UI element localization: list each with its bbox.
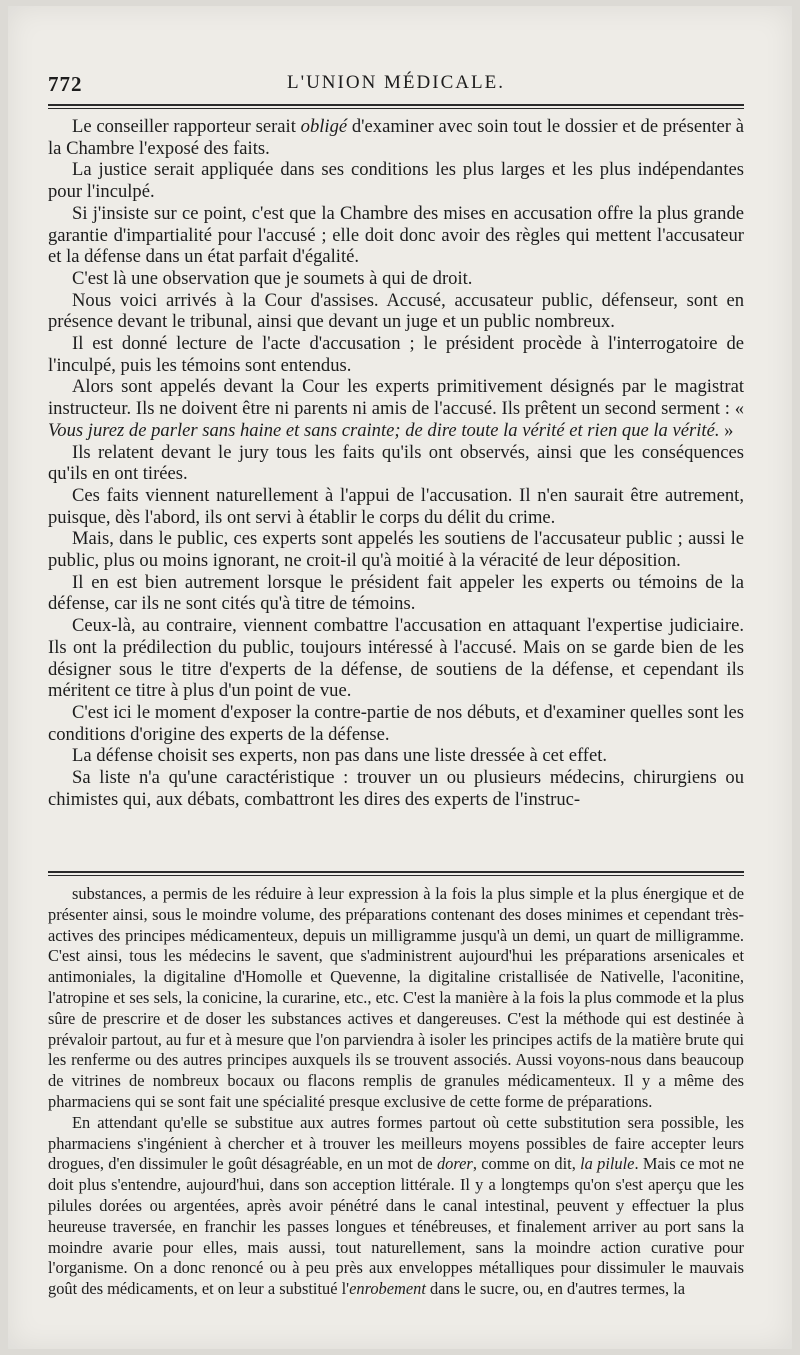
body-paragraph xyxy=(48,442,744,485)
text-run: La justice serait appliquée dans ses conditions les plus larges et les plus indépendantes pour l'inculpé. xyxy=(48,159,744,203)
running-title: L'UNION MÉDICALE. xyxy=(287,72,505,93)
header-rule xyxy=(48,104,744,106)
text-run: Si j'insiste sur ce point, c'est que la Chambre des mises en accusation offre la plus grande garantie d'impartialité pour l'accusé ; elle doit donc avoir des règles qui mettent l'accusateur et la défense dans un état parfait d'égalité. xyxy=(48,202,744,268)
body-paragraph xyxy=(48,485,744,528)
text-run: C'est ici le moment d'exposer la contre-partie de nos débuts, et d'examiner quelles sont les conditions d'origine des experts de la défense. xyxy=(48,701,744,745)
feuilleton-paragraph xyxy=(48,884,744,1113)
text-run: Nous voici arrivés à la Cour d'assises. Accusé, accusateur public, défenseur, sont en présence devant le tribunal, ainsi que devant un juge et un public nombreux. xyxy=(48,289,744,333)
text-run: Il en est bien autrement lorsque le président fait appeler les experts ou témoins de la défense, car ils ne sont cités qu'à titre de témoins. xyxy=(48,571,744,615)
header-rule-thin xyxy=(48,108,744,109)
text-run: . Mais ce mot ne doit plus s'entendre, aujourd'hui, dans son acception littérale. Il y a longtemps qu'on s'est aperçu que les pilules dorées ou argentées, après avoir pénétré dans le canal intestinal, peuvent y effectuer la plus heureuse traversée, en franchir les passes longues et ténébreuses, et finalement arriver au port sans la moindre avarie pour elles, mais aussi, tout naturellement, sans la moindre action curative pour l'organisme. On a donc renoncé ou à peu près aux enveloppes métalliques pour dissimuler le mauvais goût des médicaments, et on leur a substitué l' xyxy=(48,1154,745,1299)
body-paragraph xyxy=(48,268,744,290)
footnote-separator xyxy=(48,871,744,873)
body-paragraph xyxy=(48,702,744,745)
text-run: Mais, dans le public, ces experts sont appelés les soutiens de l'accusateur public ; aussi le public, plus ou moins ignorant, ne croit-il qu'à moitié à la véracité de leur déposition. xyxy=(48,528,744,572)
italic-text: dorer xyxy=(436,1154,473,1174)
text-run: Ils relatent devant le jury tous les faits qu'ils ont observés, ainsi que les conséquences qu'ils en ont tirées. xyxy=(48,441,744,485)
text-run: La défense choisit ses experts, non pas dans une liste dressée à cet effet. xyxy=(72,745,608,767)
text-run: Il est donné lecture de l'acte d'accusation ; le président procède à l'interrogatoire de l'inculpé, puis les témoins sont entendus. xyxy=(48,333,744,376)
body-paragraph xyxy=(48,159,744,202)
text-run: Ces faits viennent naturellement à l'appui de l'accusation. Il n'en saurait être autrement, puisque, dès l'abord, ils ont servi à établir le corps du délit du crime. xyxy=(48,484,744,528)
feuilleton-text xyxy=(48,884,744,1300)
text-run: » xyxy=(719,419,734,441)
page-header xyxy=(48,72,744,102)
text-run: Alors sont appelés devant la Cour les experts primitivement désignés par le magistrat instructeur. Ils ne doivent être ni parents ni amis de l'accusé. Ils prêtent un second serment : « xyxy=(48,376,744,420)
body-paragraph xyxy=(48,528,744,571)
text-run: En attendant qu'elle se substitue aux autres formes partout où cette substitution sera possible, les pharmaciens s'ingénient à chercher et à trouver les meilleurs moyens possibles de faire accepter leurs drogues, d'en dissimuler le goût désagréable, en un mot de xyxy=(48,1112,744,1174)
text-run: Ceux-là, au contraire, viennent combattre l'accusation en attaquant l'expertise judiciaire. Ils ont la prédilection du public, toujours intéressé à l'accusé. Mais on se garde bien de les désigner sous le titre d'experts de la défense, de soutiens de la défense, et cependant ils méritent ce titre à plus d'un point de vue. xyxy=(48,615,744,702)
italic-text: la pilule xyxy=(580,1154,635,1174)
text-run: Le conseiller rapporteur serait xyxy=(72,116,301,137)
body-paragraph xyxy=(48,615,744,702)
body-paragraph xyxy=(48,376,744,441)
body-paragraph xyxy=(48,767,744,810)
feuilleton-paragraph xyxy=(48,1113,744,1300)
text-run: , comme on dit, xyxy=(472,1154,581,1174)
main-article-text xyxy=(48,116,744,811)
text-run: C'est là une observation que je soumets à qui de droit. xyxy=(72,267,473,289)
body-paragraph xyxy=(48,572,744,615)
text-run: dans le sucre, ou, en d'autres termes, la xyxy=(425,1279,686,1299)
italic-text: obligé xyxy=(300,116,348,137)
body-paragraph xyxy=(48,203,744,268)
footnote-separator-thin xyxy=(48,875,744,876)
italic-text: Vous jurez de parler sans haine et sans crainte; de dire toute la vérité et rien que la vérité. xyxy=(48,419,720,441)
body-paragraph xyxy=(48,290,744,333)
body-paragraph xyxy=(48,333,744,376)
page-number: 772 xyxy=(48,72,83,96)
body-paragraph xyxy=(48,745,744,767)
text-run: substances, a permis de les réduire à leur expression à la fois la plus simple et la plus énergique et de présenter ainsi, sous le moindre volume, des préparations contenant des doses minimes et cependant très-actives des principes médicamenteux, depuis un milligramme jusqu'à un demi, un quart de milligramme. C'est ainsi, tous les médecins le savent, que s'administrent aujourd'hui les préparations arsenicales et antimoniales, la digitaline d'Homolle et Quevenne, la digitaline cristallisée de Nativelle, l'aconitine, l'atropine et ses sels, la conicine, la curarine, etc., etc. C'est la manière à la fois la plus commode et la plus sûre de prescrire et de doser les substances actives et dangereuses. C'est la méthode qui est destinée à prévaloir partout, au fur et à mesure que l'on parviendra à isoler les principes actifs de la matière brute qui les renferme ou des autres principes auxquels ils se trouvent associés. Aussi voyons-nous dans beaucoup de vitrines de nombreux bocaux ou flacons remplis de granules médicamenteux. Il y a même des pharmaciens qui se sont fait une spécialité presque exclusive de cette forme de préparations. xyxy=(48,884,744,1111)
text-run: d'examiner avec soin tout le dossier et de présenter à la Chambre l'exposé des faits. xyxy=(48,116,744,159)
text-run: Sa liste n'a qu'une caractéristique : trouver un ou plusieurs médecins, chirurgiens ou chimistes qui, aux débats, combattront les dires des experts de l'instruc- xyxy=(48,767,744,810)
italic-text: enrobement xyxy=(349,1279,426,1299)
body-paragraph xyxy=(48,116,744,159)
